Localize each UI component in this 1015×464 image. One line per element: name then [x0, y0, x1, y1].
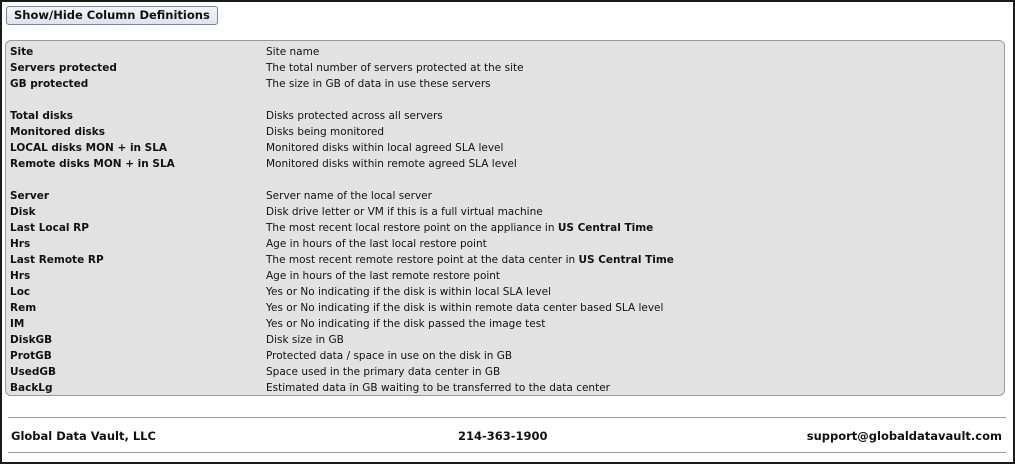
- definition-description: Yes or No indicating if the disk passed the image test: [266, 318, 546, 330]
- definition-row: [6, 236, 1004, 252]
- definition-term: Servers protected: [10, 62, 117, 74]
- definition-description: Site name: [266, 46, 320, 58]
- definition-description: Disks protected across all servers: [266, 110, 443, 122]
- definition-description: Yes or No indicating if the disk is within remote data center based SLA level: [266, 302, 664, 314]
- definition-description: Estimated data in GB waiting to be transferred to the data center: [266, 382, 610, 394]
- definition-term: Hrs: [10, 270, 31, 282]
- definition-description: Yes or No indicating if the disk is within local SLA level: [266, 286, 551, 298]
- definition-row: [6, 204, 1004, 220]
- definition-term: Disk: [10, 206, 36, 218]
- definition-description: The size in GB of data in use these servers: [266, 78, 491, 90]
- definition-row: [6, 60, 1004, 76]
- definition-row: [6, 348, 1004, 364]
- definition-description: Disks being monitored: [266, 126, 385, 138]
- definition-row: [6, 108, 1004, 124]
- definition-row: [6, 364, 1004, 380]
- definition-description: Disk size in GB: [266, 334, 344, 346]
- definition-term: BackLg: [10, 382, 53, 394]
- footer-divider-bottom: [8, 452, 1006, 453]
- definition-term: Server: [10, 190, 50, 202]
- definition-row: [6, 188, 1004, 204]
- definition-row: [6, 220, 1004, 236]
- timezone-emphasis: US Central Time: [557, 222, 654, 234]
- definition-row: [6, 284, 1004, 300]
- definition-row: [6, 76, 1004, 92]
- definition-term: Loc: [10, 286, 31, 298]
- definition-description: Disk drive letter or VM if this is a full virtual machine: [266, 206, 543, 218]
- definition-term: Site: [10, 46, 34, 58]
- definition-row: [6, 332, 1004, 348]
- definition-term: GB protected: [10, 78, 89, 90]
- definition-description: Server name of the local server: [266, 190, 432, 202]
- definition-term: UsedGB: [10, 366, 57, 378]
- column-definitions-panel: [5, 40, 1005, 396]
- definition-row: [6, 268, 1004, 284]
- show-hide-column-definitions-button[interactable]: Show/Hide Column Definitions: [6, 6, 218, 25]
- definition-row: [6, 44, 1004, 60]
- definition-term: IM: [10, 318, 25, 330]
- definition-term: DiskGB: [10, 334, 53, 346]
- definition-row: [6, 156, 1004, 172]
- definition-row: [6, 252, 1004, 268]
- definition-description: Protected data / space in use on the disk in GB: [266, 350, 513, 362]
- definition-term: Monitored disks: [10, 126, 106, 138]
- footer-company-name: Global Data Vault, LLC: [11, 429, 156, 443]
- definition-description: Age in hours of the last remote restore point: [266, 270, 501, 282]
- definition-term: ProtGB: [10, 350, 52, 362]
- definition-row: [6, 124, 1004, 140]
- definition-term: Last Local RP: [10, 222, 89, 234]
- definition-row: [6, 380, 1004, 396]
- definition-term: LOCAL disks MON + in SLA: [10, 142, 168, 154]
- definition-description: Monitored disks within remote agreed SLA level: [266, 158, 517, 170]
- footer-divider-top: [8, 417, 1006, 418]
- definition-term: Remote disks MON + in SLA: [10, 158, 175, 170]
- definition-term: Total disks: [10, 110, 73, 122]
- definition-description: Space used in the primary data center in GB: [266, 366, 501, 378]
- definition-description: The total number of servers protected at the site: [266, 62, 524, 74]
- definition-description: Age in hours of the last local restore point: [266, 238, 487, 250]
- definition-description: The most recent remote restore point at the data center in US Central Time: [266, 254, 674, 266]
- timezone-emphasis: US Central Time: [578, 254, 674, 266]
- definition-description: Monitored disks within local agreed SLA level: [266, 142, 504, 154]
- definition-row: [6, 300, 1004, 316]
- definition-term: Hrs: [10, 238, 31, 250]
- footer-phone: 214-363-1900: [458, 429, 548, 443]
- footer-support-email[interactable]: support@globaldatavault.com: [806, 429, 1002, 443]
- definition-term: Rem: [10, 302, 37, 314]
- definition-term: Last Remote RP: [10, 254, 104, 266]
- definition-row: [6, 316, 1004, 332]
- definition-description: The most recent local restore point on the appliance in US Central Time: [266, 222, 654, 234]
- definition-row: [6, 140, 1004, 156]
